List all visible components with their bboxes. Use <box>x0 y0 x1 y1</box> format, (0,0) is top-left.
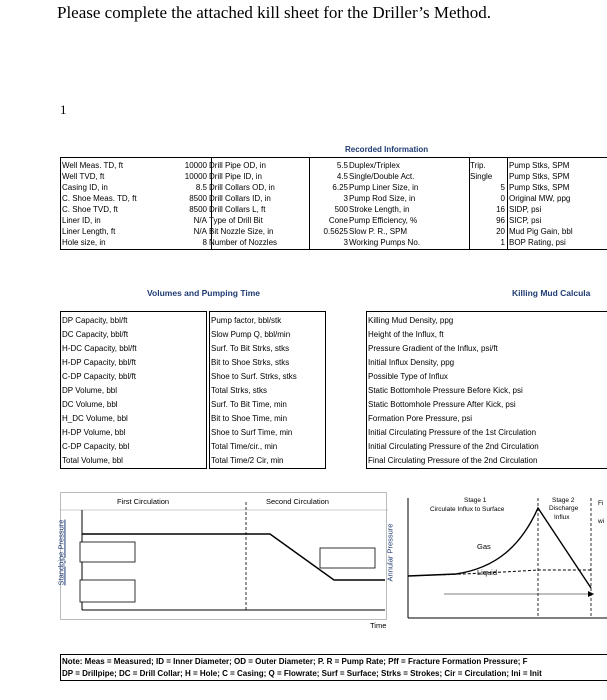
volume-row-label: H-DC Capacity, bbl/ft <box>62 344 137 353</box>
stage3-sub-cut: wi <box>598 518 605 525</box>
note-line-2: DP = Drillpipe; DC = Drill Collar; H = Hole; C = Casing; Q = Flowrate; Surf = Surface; Strks = Strokes; Cir = Circulation; Ini = Init <box>62 669 542 678</box>
well-param-value: 8.5 <box>195 183 207 192</box>
pumping-row-label: Shoe to Surf. Strks, stks <box>211 372 297 381</box>
well-param-label: Casing ID, in <box>62 183 108 192</box>
pumping-row-label: Slow Pump Q, bbl/min <box>211 330 291 339</box>
pumping-row-label: Pump factor, bbl/stk <box>211 316 282 325</box>
stage2-sub2: Influx <box>554 514 570 521</box>
pipe-param-value: 0.5625 <box>323 227 348 236</box>
pumping-row-label: Shoe to Surf Time, min <box>211 428 293 437</box>
standpipe-pressure-label: Standpipe Pressure <box>56 519 66 586</box>
ri-col-well <box>62 160 137 248</box>
pump-param-label: Duplex/Triplex <box>349 161 400 170</box>
ri-col-pipe-values <box>300 160 348 248</box>
pipe-param-value: 4.5 <box>336 172 348 181</box>
pump-param-value: 1 <box>500 238 505 247</box>
volume-row-label: C-DP Capacity, bbl <box>62 442 130 451</box>
pump-param-label: Single/Double Act. <box>349 172 415 181</box>
well-param-value: 8500 <box>189 205 207 214</box>
pump-stks-label: Original MW, ppg <box>509 194 571 203</box>
volume-row-label: H-DP Capacity, bbl/ft <box>62 358 136 367</box>
pipe-param-label: Drill Collars ID, in <box>209 194 271 203</box>
pump-param-value: 16 <box>496 205 505 214</box>
volume-row-label: DC Volume, bbl <box>62 400 118 409</box>
killing-labels <box>368 314 539 468</box>
killing-row-label: Static Bottomhole Pressure After Kick, psi <box>368 400 516 409</box>
pumping-row-label: Bit to Shoe Strks, stks <box>211 358 290 367</box>
well-param-label: Well Meas. TD, ft <box>62 161 124 170</box>
volume-row-label: H_DC Volume, bbl <box>62 414 128 423</box>
well-param-value: N/A <box>193 227 207 236</box>
pump-param-value: 5 <box>500 183 505 192</box>
pipe-param-label: Number of Nozzles <box>209 238 278 247</box>
killing-row-label: Possible Type of Influx <box>368 372 448 381</box>
volume-row-label: Total Volume, bbl <box>62 456 123 465</box>
ri-col-pump <box>349 160 420 248</box>
pipe-param-label: Bit Nozzle Size, in <box>209 227 274 236</box>
stage2-sub1: Discharge <box>549 505 579 512</box>
pipe-param-label: Drill Pipe OD, in <box>209 161 266 170</box>
pump-stks-label: Pump Stks, SPM <box>509 161 570 170</box>
pipe-param-value: 6.25 <box>332 183 348 192</box>
pipe-param-label: Drill Pipe ID, in <box>209 172 262 181</box>
stage1-title: Stage 1 <box>464 497 487 504</box>
pipe-param-value: 3 <box>343 194 348 203</box>
pumping-row-label: Surf. To Bit Time, min <box>211 400 287 409</box>
pipe-param-value: 5.5 <box>336 161 348 170</box>
pump-param-label: Working Pumps No. <box>349 238 420 247</box>
well-param-value: 10000 <box>184 172 207 181</box>
pump-stks-label: SIDP, psi <box>509 205 542 214</box>
killing-row-label: Formation Pore Pressure, psi <box>368 414 473 423</box>
killing-row-label: Height of the Influx, ft <box>368 330 444 339</box>
liquid-label: Liquid <box>477 568 498 577</box>
volume-row-label: H-DP Volume, bbl <box>62 428 126 437</box>
question-number: 1 <box>60 102 67 117</box>
pump-param-value: 96 <box>496 216 505 225</box>
killing-row-label: Killing Mud Density, ppg <box>368 316 454 325</box>
stage3-title-cut: Fi <box>598 500 604 507</box>
pumping-row-label: Total Time/2 Cir, min <box>211 456 284 465</box>
pipe-param-label: Drill Collars OD, in <box>209 183 275 192</box>
pump-stks-label: Mud Pig Gain, bbl <box>509 227 573 236</box>
pump-stks-label: SICP, psi <box>509 216 542 225</box>
pump-param-value <box>470 171 505 182</box>
pump-param-label: Pump Efficiency, % <box>349 216 418 225</box>
pumping-row-label: Total Strks, stks <box>211 386 268 395</box>
killing-row-label: Final Circulating Pressure of the 2nd Circulation <box>368 456 538 465</box>
pump-param-value: 20 <box>496 227 505 236</box>
volume-row-label: C-DP Capacity, bbl/ft <box>62 372 136 381</box>
pump-type-value: Trip. <box>470 161 486 170</box>
killing-row-label: Pressure Gradient of the Influx, psi/ft <box>368 344 498 353</box>
ri-col-pipe <box>209 160 277 248</box>
well-param-label: Liner ID, in <box>62 216 101 225</box>
time-axis-label: Time <box>370 621 387 630</box>
second-circulation-label: Second Circulation <box>266 497 329 506</box>
pump-stks-label: Pump Stks, SPM <box>509 183 570 192</box>
pump-stks-label: BOP Rating, psi <box>509 238 566 247</box>
pumping-row-label: Surf. To Bit Strks, stks <box>211 344 290 353</box>
pump-stks-label: Pump Stks, SPM <box>509 172 570 181</box>
killing-row-label: Initial Circulating Pressure of the 2nd Circulation <box>368 442 539 451</box>
stage2-title: Stage 2 <box>552 497 575 504</box>
pump-param-label: Pump Liner Size, in <box>349 183 419 192</box>
pipe-param-value: Cone <box>328 216 348 225</box>
ri-col-pump-labels <box>509 160 573 248</box>
gas-label: Gas <box>477 542 491 551</box>
well-param-value: 8 <box>202 238 207 247</box>
well-param-value: 8500 <box>189 194 207 203</box>
recorded-info-header: Recorded Information <box>345 145 429 154</box>
pump-param-label: Slow P. R., SPM <box>349 227 408 236</box>
killing-row-label: Static Bottomhole Pressure Before Kick, psi <box>368 386 523 395</box>
killing-row-label: Initial Circulating Pressure of the 1st Circulation <box>368 428 537 437</box>
ri-col-pump-values <box>470 160 505 248</box>
standpipe-graph <box>60 492 388 622</box>
pump-type-value: Single <box>470 172 493 181</box>
note-line-1: Note: Meas = Measured; ID = Inner Diameter; OD = Outer Diameter; P. R = Pump Rate; Pff = Fracture Formation Pressure; F <box>62 657 528 666</box>
volumes-section-title: Volumes and Pumping Time <box>147 288 261 298</box>
volume-row-label: DP Volume, bbl <box>62 386 117 395</box>
question-title: Please complete the attached kill sheet for the Driller’s Method. <box>57 3 491 22</box>
well-param-label: Well TVD, ft <box>62 172 105 181</box>
well-param-label: C. Shoe Meas. TD, ft <box>62 194 137 203</box>
pipe-param-label: Drill Collars L, ft <box>209 205 266 214</box>
pump-param-value: 0 <box>500 194 505 203</box>
annular-pressure-label: Annular Pressure <box>385 523 395 582</box>
well-param-label: Liner Length, ft <box>62 227 116 236</box>
well-param-value: 10000 <box>184 161 207 170</box>
pipe-param-label: Type of Drill Bit <box>209 216 263 225</box>
volume-row-label: DC Capacity, bbl/ft <box>62 330 129 339</box>
first-circulation-label: First Circulation <box>117 497 170 506</box>
ri-col-well-values <box>150 160 207 248</box>
well-param-label: C. Shoe TVD, ft <box>62 205 118 214</box>
ri-divider-4 <box>507 158 508 250</box>
pumping-row-label: Total Time/cir., min <box>211 442 278 451</box>
well-param-label: Hole size, in <box>62 238 106 247</box>
killing-section-title: Killing Mud Calcula <box>512 288 591 298</box>
pipe-param-value: 500 <box>334 205 348 214</box>
well-param-value: N/A <box>193 216 207 225</box>
pumping-labels <box>211 314 297 468</box>
killing-row-label: Initial Influx Density, ppg <box>368 358 455 367</box>
stage1-subtitle: Circulate Influx to Surface <box>430 506 505 513</box>
volumes-labels <box>62 314 137 468</box>
pumping-row-label: Bit to Shoe Time, min <box>211 414 288 423</box>
pump-param-value <box>470 160 505 171</box>
volume-row-label: DP Capacity, bbl/ft <box>62 316 128 325</box>
pipe-param-value: 3 <box>343 238 348 247</box>
pump-param-label: Pump Rod Size, in <box>349 194 416 203</box>
pump-param-label: Stroke Length, in <box>349 205 410 214</box>
